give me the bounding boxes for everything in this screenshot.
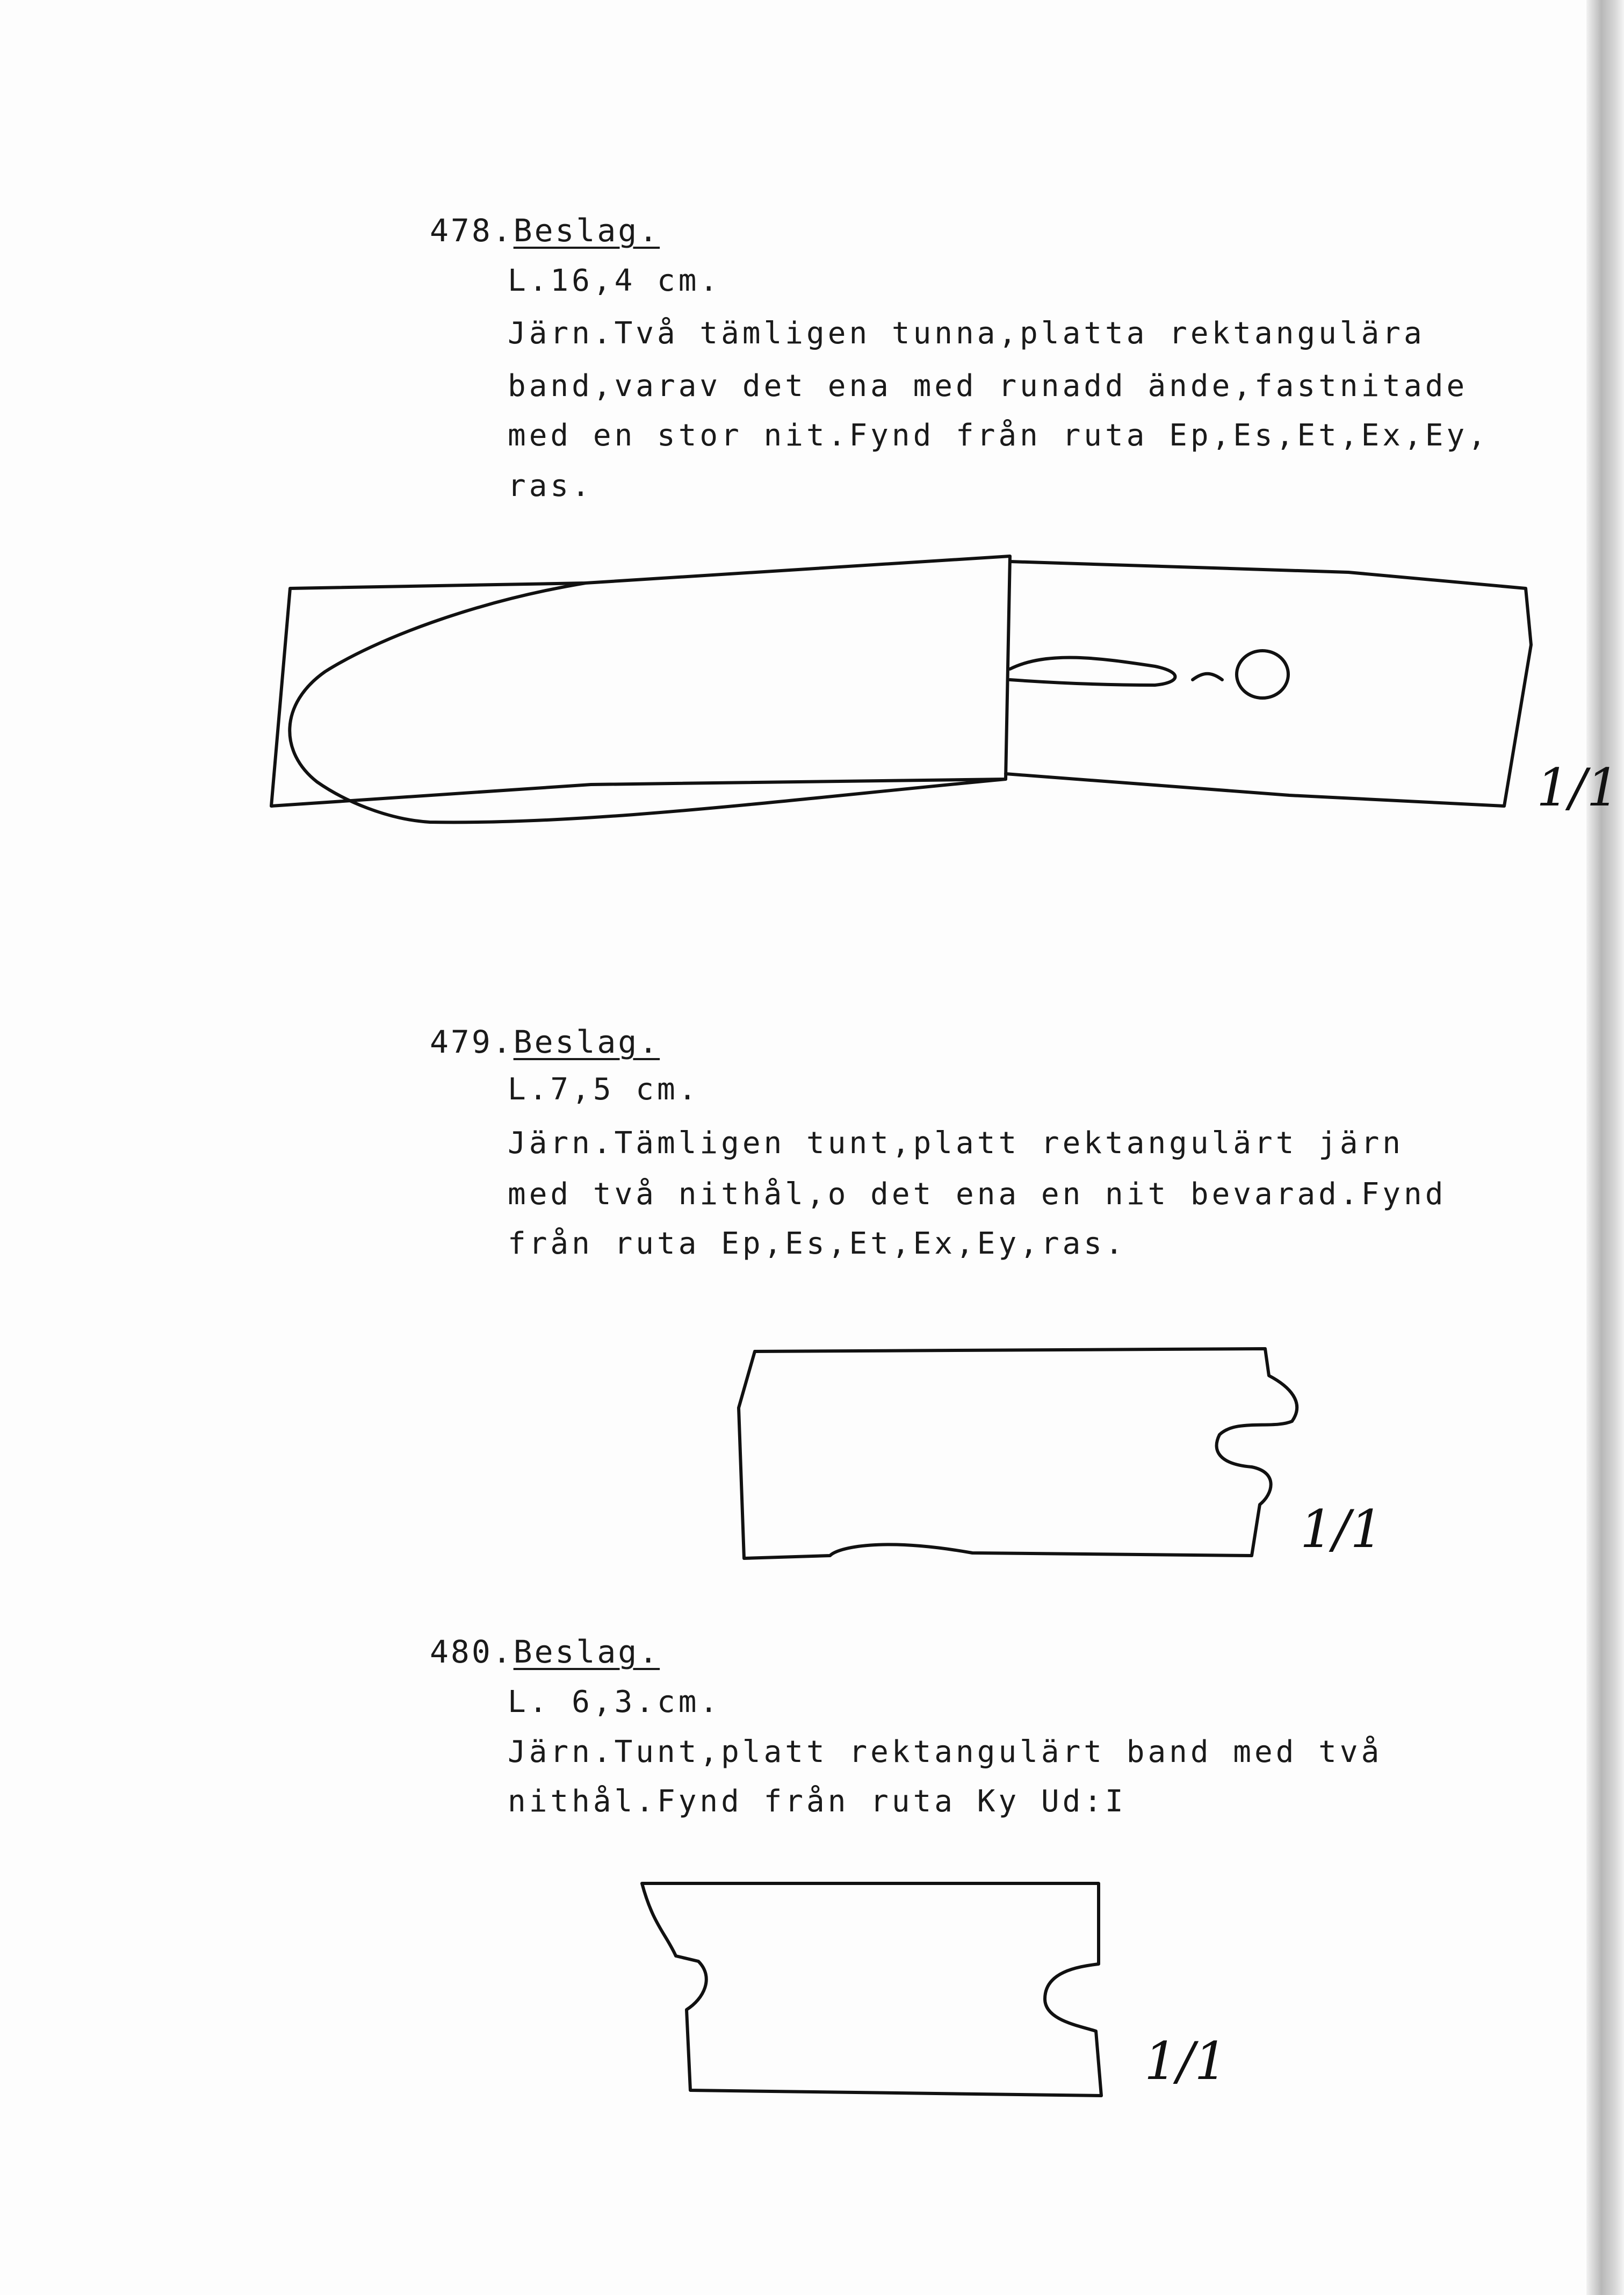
entry-480-title: Beslag. [513, 1634, 660, 1670]
drawing-478-rivet-slot [1010, 658, 1175, 685]
entry-478-desc-line-1: Järn.Två tämligen tunna,platta rektangulära [508, 316, 1425, 351]
entry-478-desc-line-2: band,varav det ena med runadd ände,fastnitade [508, 369, 1468, 404]
entry-480-desc-line-2: nithål.Fynd från ruta Ky Ud:I [508, 1784, 1127, 1819]
drawing-478-rivet-head [1237, 651, 1288, 698]
entry-478-title: Beslag. [513, 212, 660, 249]
entry-479-scale: 1/1 [1300, 1499, 1383, 1559]
drawing-479 [739, 1349, 1297, 1558]
entry-480-length: L. 6,3.cm. [508, 1685, 721, 1720]
entry-479-desc-line-2: med två nithål,o det ena en nit bevarad.Fynd [508, 1177, 1447, 1212]
drawing-480 [642, 1883, 1101, 2096]
entry-479-number: 479. [430, 1024, 514, 1060]
drawing-478 [271, 556, 1531, 822]
entry-480-desc-line-1: Järn.Tunt,platt rektangulärt band med två [508, 1735, 1383, 1769]
entry-479-desc-line-1: Järn.Tämligen tunt,platt rektangulärt järn [508, 1126, 1404, 1161]
entry-478-scale: 1/1 [1536, 758, 1620, 818]
drawing-478-left-band [271, 556, 1010, 806]
entry-480-scale: 1/1 [1144, 2031, 1228, 2091]
drawing-479-outline [739, 1349, 1297, 1558]
drawing-480-outline [642, 1883, 1101, 2096]
entry-478-desc-line-4: ras. [508, 469, 593, 503]
entry-480-number: 480. [430, 1634, 514, 1670]
entry-478-desc-line-3: med en stor nit.Fynd från ruta Ep,Es,Et,Ex,Ey, [508, 418, 1489, 453]
drawing-478-rounded-end [290, 583, 1006, 822]
entry-478-number: 478. [430, 212, 514, 249]
entry-479-title: Beslag. [513, 1024, 660, 1060]
drawing-478-rivet-link [1193, 674, 1222, 680]
entry-479-length: L.7,5 cm. [508, 1072, 700, 1107]
entry-478-length: L.16,4 cm. [508, 263, 721, 298]
entry-479-desc-line-3: från ruta Ep,Es,Et,Ex,Ey,ras. [508, 1226, 1127, 1261]
